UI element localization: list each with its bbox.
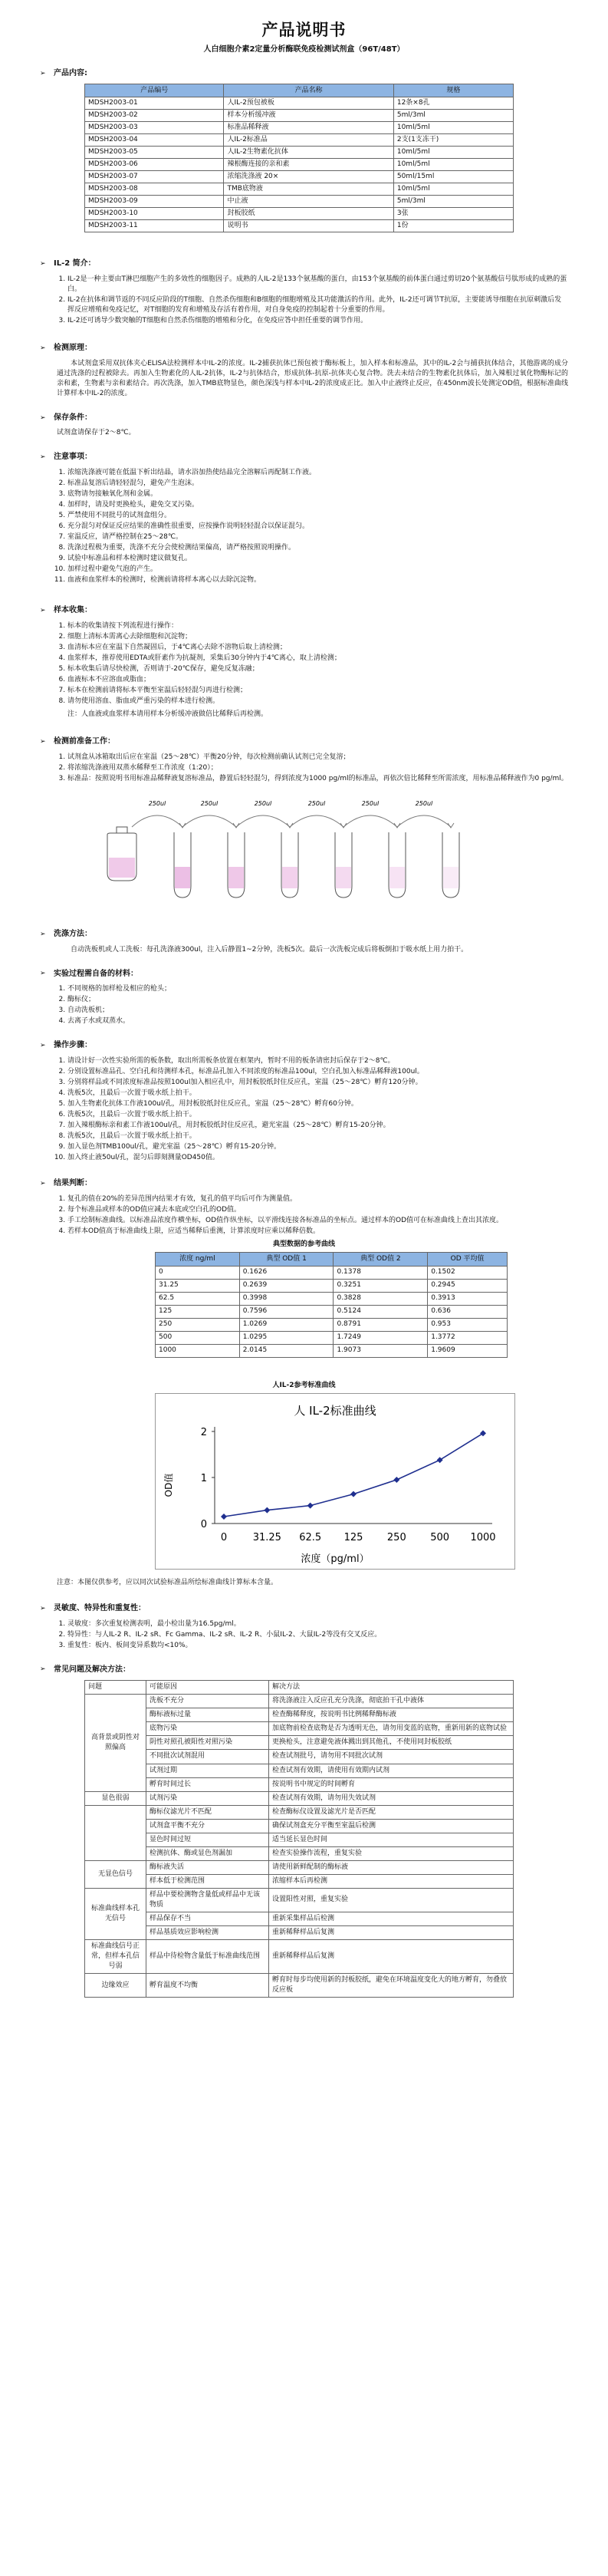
kit-row	[85, 110, 514, 122]
trouble-cell-solution: 更换枪头，注意避免液体溅出到其他孔，不使用同封板胶纸	[269, 1736, 514, 1750]
od-cell-od2: 0.1378	[334, 1266, 428, 1279]
od-cell-od2: 0.8791	[334, 1318, 428, 1331]
trouble-cell-solution: 检查试剂批号，请勿用不同批次试剂	[269, 1750, 514, 1764]
trouble-cell-solution: 浓缩样本后再检测	[269, 1874, 514, 1888]
od-cell-od1: 0.1626	[239, 1266, 334, 1279]
od-cell-od2: 0.5124	[334, 1305, 428, 1318]
trouble-cell-solution: 重新稀释样品后复测	[269, 1926, 514, 1940]
kit-row	[85, 171, 514, 183]
trouble-cell-solution: 检查试剂有效期，请勿用失效试剂	[269, 1791, 514, 1805]
od-table	[155, 1252, 508, 1358]
trouble-row	[85, 1764, 514, 1777]
od-cell-conc: 125	[156, 1305, 240, 1318]
od-row	[156, 1331, 508, 1344]
stock-vial-icon	[107, 827, 136, 881]
kit-cell-name: 辣根酶连接的亲和素	[224, 159, 393, 171]
x-tick-label: 0	[220, 1532, 228, 1544]
trouble-cell-solution: 设置阳性对照，重复实验	[269, 1888, 514, 1912]
chart-title: 人 IL-2标准曲线	[294, 1404, 376, 1418]
kit-table	[84, 84, 514, 232]
bullet-marker-icon: ➢	[40, 453, 46, 462]
trouble-cell-solution: 检查试剂有效期，请使用有效期内试剂	[269, 1764, 514, 1777]
x-tick-label: 125	[343, 1532, 363, 1544]
od-cell-conc: 250	[156, 1318, 240, 1331]
bullet-marker-icon: ➢	[40, 260, 46, 268]
trouble-cell-cause: 孵育温度不均衡	[146, 1974, 269, 1998]
od-col-avg: OD 平均值	[428, 1252, 508, 1266]
chart-frame	[156, 1394, 515, 1570]
result-item: 1. 复孔的值在20%的差异范围内结果才有效，复孔的值平均后可作为测量值。	[67, 1194, 568, 1204]
x-tick-label: 250	[386, 1532, 406, 1544]
trouble-cell-problem: 标准曲线信号正常，但样本孔信号弱	[85, 1940, 146, 1974]
kit-row	[85, 208, 514, 220]
trouble-row	[85, 1874, 514, 1888]
trouble-col-cause: 可能原因	[146, 1681, 269, 1695]
transfer-arrow-icon	[236, 815, 290, 827]
trouble-row	[85, 1974, 514, 1998]
od-cell-od2: 1.9073	[334, 1344, 428, 1357]
od-col-conc: 浓度 ng/ml	[156, 1252, 240, 1266]
trouble-cell-cause: 样本低于检测范围	[146, 1874, 269, 1888]
trouble-cell-cause: 酶标液标过量	[146, 1708, 269, 1722]
dilution-tube-icon	[281, 832, 298, 898]
procedure-step: 9. 加入显色剂TMB100ul/孔，避光室温（25～28℃）孵育15-20分钟。	[67, 1142, 568, 1152]
od-cell-od1: 0.2639	[239, 1279, 334, 1292]
procedure-step: 2. 分别设置标准品孔、空白孔和待测样本孔，标准品孔加入不同浓度的标准品100ul，空白孔加入标准品稀释液100ul。	[67, 1067, 568, 1077]
bullet-marker-icon: ➢	[40, 69, 46, 77]
trouble-cell-cause: 试剂污染	[146, 1791, 269, 1805]
dilution-tube-icon	[228, 832, 245, 898]
prep-item: 1. 试剂盒从冰箱取出后应在室温（25～28℃）平衡20分钟，每次检测前确认试剂已完全复溶；	[67, 753, 568, 763]
cautions-list	[57, 468, 568, 586]
kit-cell-size: 10ml/5ml	[393, 159, 513, 171]
trouble-cell-solution: 按说明书中规定的时间孵育	[269, 1777, 514, 1791]
kit-table-header	[85, 84, 514, 97]
caution-item: 11. 血液和血浆样本的检测时，检测前请将样本离心以去除沉淀物。	[67, 575, 568, 585]
od-cell-conc: 62.5	[156, 1292, 240, 1305]
od-row	[156, 1279, 508, 1292]
samples-list	[57, 621, 568, 707]
result-item: 4. 若样本OD值高于标准曲线上限，应适当稀释后重测，计算浓度时应乘以稀释倍数。	[67, 1227, 568, 1237]
transfer-arrow-icon	[343, 815, 397, 827]
kit-cell-code: MDSH2003-01	[85, 97, 224, 110]
x-tick-label: 31.25	[252, 1532, 281, 1544]
trouble-cell-cause: 酶标液失活	[146, 1860, 269, 1874]
kit-cell-code: MDSH2003-08	[85, 183, 224, 196]
od-cell-od1: 0.7596	[239, 1305, 334, 1318]
chart-caption: 人IL-2参考标准曲线	[272, 1381, 336, 1389]
od-row	[156, 1344, 508, 1357]
caution-item: 2. 标准品复溶后请轻轻混匀，避免产生泡沫。	[67, 479, 568, 489]
material-item: 2. 酶标仪；	[67, 995, 568, 1005]
results-list	[57, 1194, 568, 1237]
kit-cell-size: 10ml/5ml	[393, 122, 513, 134]
procedure-step: 3. 分别将样品或不同浓度标准品按照100ul加入相应孔中，用封板胶纸封住反应孔，室温（25～28℃）孵育120分钟。	[67, 1078, 568, 1088]
od-table-body	[156, 1266, 508, 1357]
trouble-row	[85, 1926, 514, 1940]
od-cell-avg: 0.636	[428, 1305, 508, 1318]
kit-cell-name: 人IL-2标准品	[224, 134, 393, 147]
caution-item: 3. 底物请勿接触氧化剂和金属。	[67, 489, 568, 499]
trouble-cell-cause: 试剂盒平衡不充分	[146, 1819, 269, 1833]
intro-item: 1. IL-2是一种主要由T淋巴细胞产生的多效性的细胞因子。成熟的人IL-2是133个氨基酸的蛋白，由153个氨基酸的前体蛋白通过剪切20个氨基酸信号肽形成的成熟的蛋白。	[67, 275, 568, 295]
trouble-cell-cause: 底物污染	[146, 1722, 269, 1736]
od-cell-od1: 1.0269	[239, 1318, 334, 1331]
y-tick-label: 1	[200, 1473, 207, 1485]
trouble-cell-solution: 重新稀释样品后复测	[269, 1940, 514, 1974]
trouble-cell-cause: 试剂过期	[146, 1764, 269, 1777]
kit-row	[85, 147, 514, 159]
bullet-marker-icon: ➢	[40, 607, 46, 615]
procedure-heading: ➢ 操作步骤：	[40, 1041, 92, 1050]
trouble-col-solution: 解决方法	[269, 1681, 514, 1695]
trouble-cell-solution: 检查酶稀释度，按说明书比例稀释酶标液	[269, 1708, 514, 1722]
kit-cell-size: 5ml/3ml	[393, 110, 513, 122]
trouble-row	[85, 1860, 514, 1874]
tube-transfer-label: 250ul	[148, 799, 166, 807]
sample-item: 7. 标本在检测前请将标本平衡至室温后轻轻混匀再进行检测；	[67, 686, 568, 696]
od-row	[156, 1318, 508, 1331]
kit-cell-name: 浓缩洗涤液 20×	[224, 171, 393, 183]
trouble-row	[85, 1722, 514, 1736]
tube-transfer-label: 250ul	[415, 799, 433, 807]
trouble-cell-cause: 样品保存不当	[146, 1912, 269, 1926]
kit-cell-code: MDSH2003-02	[85, 110, 224, 122]
od-col-od1: 典型 OD值 1	[239, 1252, 334, 1266]
intro-heading: ➢ IL-2 简介：	[40, 259, 96, 268]
kit-row	[85, 97, 514, 110]
kit-cell-size: 2支(1支冻干)	[393, 134, 513, 147]
transfer-arrow-icon	[182, 815, 236, 827]
bullet-marker-icon: ➢	[40, 930, 46, 938]
y-tick-label: 0	[200, 1519, 207, 1531]
kit-cell-name: 封板胶纸	[224, 208, 393, 220]
tube-row	[132, 800, 459, 898]
trouble-cell-solution: 重新采集样品后检测	[269, 1912, 514, 1926]
spec-item: 2. 特异性：与人IL-2 R、IL-2 sR、Fc Gamma、IL-2 sR、IL-2 R、小鼠IL-2、大鼠IL-2等没有交叉反应。	[67, 1630, 568, 1640]
bullet-marker-icon: ➢	[40, 970, 46, 978]
kit-cell-size: 12条×8孔	[393, 97, 513, 110]
procedure-step: 7. 加入辣根酶标亲和素工作液100ul/孔，用封板胶纸封住反应孔，避光室温（25～28℃）孵育15-20分钟。	[67, 1121, 568, 1131]
trouble-cell-problem: 无显色信号	[85, 1860, 146, 1888]
caution-item: 7. 室温反应，请严格控制在25～28℃。	[67, 532, 568, 542]
principle-heading: ➢ 检测原理：	[40, 344, 92, 353]
trouble-cell-solution: 检查酶标仪设置及滤光片是否匹配	[269, 1805, 514, 1819]
kit-cell-name: 说明书	[224, 220, 393, 232]
od-cell-conc: 500	[156, 1331, 240, 1344]
kit-cell-code: MDSH2003-03	[85, 122, 224, 134]
caution-item: 8. 洗涤过程极为重要，洗涤不充分会使检测结果偏高，请严格按照说明操作。	[67, 543, 568, 553]
trouble-table-body	[85, 1695, 514, 1998]
trouble-cell-cause: 显色时间过短	[146, 1833, 269, 1846]
kit-cell-size: 3张	[393, 208, 513, 220]
kit-table-body	[85, 97, 514, 232]
storage-text: 试剂盒请保存于2～8℃。	[57, 429, 136, 437]
dilution-tube-icon	[442, 832, 459, 898]
trouble-row	[85, 1708, 514, 1722]
od-cell-avg: 1.3772	[428, 1331, 508, 1344]
trouble-cell-solution: 孵育时每步均使用新的封板胶纸，避免在环境温度变化大的地方孵育，勿叠放反应板	[269, 1974, 514, 1998]
procedure-step: 8. 洗板5次，且最后一次置于吸水纸上拍干。	[67, 1132, 568, 1141]
dilution-tube-icon	[174, 832, 191, 898]
kit-cell-code: MDSH2003-09	[85, 196, 224, 208]
trouble-cell-solution: 加底物前检查底物是否为透明无色，请勿用变蓝的底物，重新用新的底物试验	[269, 1722, 514, 1736]
trouble-cell-cause: 孵育时间过长	[146, 1777, 269, 1791]
kit-row	[85, 134, 514, 147]
bullet-marker-icon: ➢	[40, 344, 46, 352]
trouble-row	[85, 1912, 514, 1926]
caution-item: 5. 严禁使用不同批号的试剂盒组分。	[67, 511, 568, 521]
caution-item: 6. 充分混匀对保证反应结果的准确性很重要，应按操作说明轻轻混合以保证混匀。	[67, 522, 568, 532]
od-cell-avg: 1.9609	[428, 1344, 508, 1357]
trouble-col-problem: 问题	[85, 1681, 146, 1695]
bullet-marker-icon: ➢	[40, 1604, 46, 1612]
kit-cell-code: MDSH2003-05	[85, 147, 224, 159]
kit-cell-name: 标准品稀释液	[224, 122, 393, 134]
kit-cell-size: 1份	[393, 220, 513, 232]
sample-item: 1. 标本的收集请按下列流程进行操作：	[67, 621, 568, 631]
trouble-cell-solution: 适当延长显色时间	[269, 1833, 514, 1846]
specs-heading: ➢ 灵敏度、特异性和重复性：	[40, 1604, 146, 1613]
kit-cell-name: TMB底物液	[224, 183, 393, 196]
procedure-step: 10. 加入终止液50ul/孔，混匀后即刻测量OD450值。	[67, 1153, 568, 1163]
prep-item: 3. 标准品：按照说明书用标准品稀释液复溶标准品，静置后轻轻混匀，得到浓度为1000 pg/ml的标准品，再依次倍比稀释至所需浓度，用标准品稀释液作为0 pg/ml。	[67, 774, 568, 784]
standard-curve-chart	[155, 1393, 568, 1573]
transfer-arrow-icon	[132, 815, 182, 827]
sample-item: 3. 血清标本应在室温下自然凝固后，于4℃离心去除不溶物后取上清检测；	[67, 643, 568, 653]
intro-list	[57, 275, 568, 326]
samples-heading: ➢ 样本收集：	[40, 606, 92, 615]
trouble-row	[85, 1695, 514, 1708]
trouble-cell-cause: 样品中待检物含量低于标准曲线范围	[146, 1940, 269, 1974]
kit-cell-name: 中止液	[224, 196, 393, 208]
sample-item: 5. 标本收集后请尽快检测，否则请于-20℃保存，避免反复冻融；	[67, 664, 568, 674]
spec-item: 1. 灵敏度：多次重复检测表明，最小检出量为16.5pg/ml。	[67, 1619, 568, 1629]
transfer-arrow-icon	[397, 815, 451, 827]
trouble-cell-cause: 酶标仪滤光片不匹配	[146, 1805, 269, 1819]
dilution-figure	[101, 790, 568, 909]
od-cell-conc: 0	[156, 1266, 240, 1279]
prep-list	[57, 753, 568, 784]
dilution-tube-icon	[335, 832, 352, 898]
specs-list	[57, 1619, 568, 1651]
trouble-cell-solution: 请使用新鲜配制的酶标液	[269, 1860, 514, 1874]
trouble-row	[85, 1736, 514, 1750]
trouble-table	[84, 1680, 514, 1998]
intro-item: 3. IL-2还可诱导少数突触的T细胞和自然杀伤细胞的增殖和分化，在免疫应答中担任重要的调节作用。	[67, 316, 568, 326]
chart-svg	[155, 1393, 515, 1570]
prep-heading: ➢ 检测前准备工作：	[40, 737, 115, 746]
trouble-cell-problem: 边缘效应	[85, 1974, 146, 1998]
od-cell-avg: 0.2945	[428, 1279, 508, 1292]
materials-list	[57, 984, 568, 1026]
bullet-marker-icon: ➢	[40, 1179, 46, 1188]
od-cell-avg: 0.1502	[428, 1266, 508, 1279]
trouble-cell-cause: 样品基质效应影响检测	[146, 1926, 269, 1940]
od-row	[156, 1266, 508, 1279]
dilution-tube-icon	[389, 832, 406, 898]
kit-row	[85, 220, 514, 232]
kit-row	[85, 122, 514, 134]
wash-heading: ➢ 洗涤方法：	[40, 930, 92, 939]
trouble-cell-solution: 将洗涤液注入反应孔充分洗涤，彻底拍干孔中液体	[269, 1695, 514, 1708]
trouble-cell-solution: 确保试剂盒充分平衡至室温后检测	[269, 1819, 514, 1833]
caution-item: 9. 试验中标准品和样本检测时建议做复孔。	[67, 554, 568, 564]
trouble-heading: ➢ 常见问题及解决方法：	[40, 1665, 130, 1674]
kit-cell-code: MDSH2003-04	[85, 134, 224, 147]
kit-row	[85, 183, 514, 196]
od-cell-od1: 0.3998	[239, 1292, 334, 1305]
sample-item: 2. 细胞上清标本需离心去除细胞和沉淀物；	[67, 632, 568, 642]
kit-col-size: 规格	[393, 84, 513, 97]
storage-heading: ➢ 保存条件：	[40, 413, 92, 422]
tube-transfer-label: 250ul	[200, 799, 219, 807]
od-cell-od1: 2.0145	[239, 1344, 334, 1357]
trouble-cell-solution: 检查实验操作流程，重复实验	[269, 1846, 514, 1860]
principle-text: 本试剂盒采用双抗体夹心ELISA法检测样本中IL-2的浓度。IL-2捕获抗体已预包被于酶标板上，加入样本和标准品，其中的IL-2会与捕获抗体结合，其他游离的成分通过洗涤的过程被除去。再加入生物素化的人IL-2抗体，IL-2与抗体结合，形成抗体-抗原-抗体夹心复合物。洗去未结合的生物素化抗体后，加入辣根过氧化物酶标记的亲和素，生物素与亲和素结合。再次洗涤，加入TMB底物显色，颜色深浅与样本中IL-2的浓度成正比。加入中止液终止反应，在450nm波长处测定OD值，根据标准曲线计算样本中IL-2的浓度。	[57, 359, 568, 397]
od-row	[156, 1305, 508, 1318]
material-item: 3. 自动洗板机；	[67, 1006, 568, 1016]
trouble-row	[85, 1846, 514, 1860]
kit-col-code: 产品编号	[85, 84, 224, 97]
tube-transfer-label: 250ul	[254, 799, 272, 807]
result-item: 3. 手工绘制标准曲线。以标准品浓度作横坐标，OD值作纵坐标，以平滑线连接各标准品的坐标点。通过样本的OD值可在标准曲线上查出其浓度。	[67, 1216, 568, 1226]
trouble-cell-problem	[85, 1805, 146, 1860]
kit-cell-size: 10ml/5ml	[393, 147, 513, 159]
trouble-row	[85, 1777, 514, 1791]
od-row	[156, 1292, 508, 1305]
trouble-cell-cause: 样品中要检测物含量低或样品中无该物质	[146, 1888, 269, 1912]
caution-item: 10. 加样过程中避免气泡的产生。	[67, 565, 568, 575]
sample-item: 6. 血液标本不应溶血或脂血；	[67, 675, 568, 685]
trouble-row	[85, 1940, 514, 1974]
x-tick-label: 62.5	[299, 1532, 322, 1544]
od-table-header	[156, 1252, 508, 1266]
kit-cell-code: MDSH2003-10	[85, 208, 224, 220]
od-col-od2: 典型 OD值 2	[334, 1252, 428, 1266]
trouble-cell-cause: 阴性对照孔被阳性对照污染	[146, 1736, 269, 1750]
od-cell-od2: 0.3251	[334, 1279, 428, 1292]
page-title: 产品说明书	[261, 21, 347, 39]
od-cell-od2: 0.3828	[334, 1292, 428, 1305]
trouble-row	[85, 1819, 514, 1833]
trouble-table-header	[85, 1681, 514, 1695]
trouble-row	[85, 1805, 514, 1819]
material-item: 4. 去离子水或双蒸水。	[67, 1016, 568, 1026]
prep-item: 2. 将浓缩洗涤液用双蒸水稀释至工作浓度（1:20）；	[67, 763, 568, 773]
kit-row	[85, 159, 514, 171]
caution-item: 4. 加样时，请及时更换枪头，避免交叉污染。	[67, 500, 568, 510]
kit-col-name: 产品名称	[224, 84, 393, 97]
od-cell-avg: 0.3913	[428, 1292, 508, 1305]
procedure-step: 1. 请设计好一次性实验所需的板条数，取出所需板条放置在框架内，暂时不用的板条请密封后保存于2～8℃。	[67, 1056, 568, 1066]
od-cell-avg: 0.953	[428, 1318, 508, 1331]
bullet-marker-icon: ➢	[40, 1665, 46, 1674]
od-cell-od1: 1.0295	[239, 1331, 334, 1344]
tube-transfer-label: 250ul	[361, 799, 380, 807]
bullet-marker-icon: ➢	[40, 413, 46, 422]
kit-cell-code: MDSH2003-06	[85, 159, 224, 171]
sample-item: 8. 请勿使用溶血、脂血或严重污染的样本进行检测。	[67, 697, 568, 707]
procedure-step: 4. 洗板5次，且最后一次置于吸水纸上拍干。	[67, 1089, 568, 1099]
chart-ylabel: OD值	[163, 1473, 174, 1497]
transfer-arrow-icon	[290, 815, 343, 827]
x-tick-label: 500	[430, 1532, 450, 1544]
result-item: 2. 每个标准品或样本的OD值应减去本底或空白孔的OD值。	[67, 1205, 568, 1215]
od-cell-conc: 31.25	[156, 1279, 240, 1292]
trouble-cell-cause: 不同批次试剂混用	[146, 1750, 269, 1764]
materials-heading: ➢ 实验过程需自备的材料：	[40, 969, 138, 978]
trouble-cell-problem: 高背景或阴性对照偏高	[85, 1695, 146, 1791]
trouble-cell-cause: 检测抗体、酶或显色剂漏加	[146, 1846, 269, 1860]
kit-row	[85, 196, 514, 208]
cautions-heading: ➢ 注意事项：	[40, 453, 92, 462]
material-item: 1. 不同规格的加样枪及相应的枪头；	[67, 984, 568, 994]
kit-heading: ➢ 产品内容:	[40, 68, 87, 77]
kit-cell-size: 50ml/15ml	[393, 171, 513, 183]
trouble-row	[85, 1888, 514, 1912]
trouble-cell-problem: 显色很弱	[85, 1791, 146, 1805]
kit-cell-size: 10ml/5ml	[393, 183, 513, 196]
results-heading: ➢ 结果判断：	[40, 1179, 92, 1188]
y-tick-label: 2	[200, 1427, 207, 1439]
bullet-marker-icon: ➢	[40, 1041, 46, 1049]
intro-item: 2. IL-2在抗体和调节返的不同反应阶段的T细胞、自然杀伤细胞和B细胞的细胞增殖及其功能激活的作用。此外，IL-2还可调节T抗原，主要能诱导细胞在抗原刺激后发挥反应增殖和免疫记忆，对T细胞的发育和增殖及存活有着作用，对自身免疫的控制起着十分重要的作用。	[67, 295, 568, 315]
kit-cell-name: 人IL-2预包被板	[224, 97, 393, 110]
kit-cell-name: 人IL-2生物素化抗体	[224, 147, 393, 159]
page-subtitle: 人白细胞介素2定量分析酶联免疫检测试剂盒（96T/48T）	[203, 45, 405, 54]
kit-cell-size: 5ml/3ml	[393, 196, 513, 208]
trouble-row	[85, 1791, 514, 1805]
dilution-tubes-illustration	[101, 790, 531, 905]
procedure-step: 5. 加入生物素化抗体工作液100ul/孔，用封板胶纸封住反应孔，室温（25～28℃）孵育60分钟。	[67, 1099, 568, 1109]
bullet-marker-icon: ➢	[40, 738, 46, 746]
procedure-list	[57, 1056, 568, 1163]
wash-text: 自动洗板机或人工洗板：每孔洗涤液300ul，注入后静置1~2分钟，洗板5次。最后一次洗板完成后将板倒扣于吸水纸上用力拍干。	[71, 945, 468, 954]
kit-cell-code: MDSH2003-11	[85, 220, 224, 232]
od-cell-od2: 1.7249	[334, 1331, 428, 1344]
caution-item: 1. 浓缩洗涤液可能在低温下析出结晶，请水浴加热使结晶完全溶解后再配制工作液。	[67, 468, 568, 478]
spec-item: 3. 重复性：板内、板间变异系数均<10%。	[67, 1641, 568, 1651]
trouble-row	[85, 1750, 514, 1764]
chart-note: 注意：本图仅供参考，应以同次试验标准品所绘标准曲线计算标本含量。	[57, 1579, 278, 1587]
procedure-step: 6. 洗板5次，且最后一次置于吸水纸上拍干。	[67, 1110, 568, 1120]
kit-cell-name: 样本分析缓冲液	[224, 110, 393, 122]
chart-xlabel: 浓度（pg/ml）	[301, 1553, 370, 1566]
od-table-caption: 典型数据的参考曲线	[272, 1240, 335, 1248]
kit-cell-code: MDSH2003-07	[85, 171, 224, 183]
x-tick-label: 1000	[470, 1532, 496, 1544]
tube-transfer-label: 250ul	[307, 799, 326, 807]
samples-footnote: 注：人血液或血浆样本请用样本分析缓冲液做倍比稀释后再检测。	[67, 710, 268, 719]
sample-item: 4. 血浆样本，推荐使用EDTA或肝素作为抗凝剂，采集后30分钟内于4℃离心，取上清检测；	[67, 654, 568, 664]
trouble-row	[85, 1833, 514, 1846]
trouble-cell-cause: 洗板不充分	[146, 1695, 269, 1708]
od-cell-conc: 1000	[156, 1344, 240, 1357]
trouble-cell-problem: 标准曲线样本孔无信号	[85, 1888, 146, 1939]
